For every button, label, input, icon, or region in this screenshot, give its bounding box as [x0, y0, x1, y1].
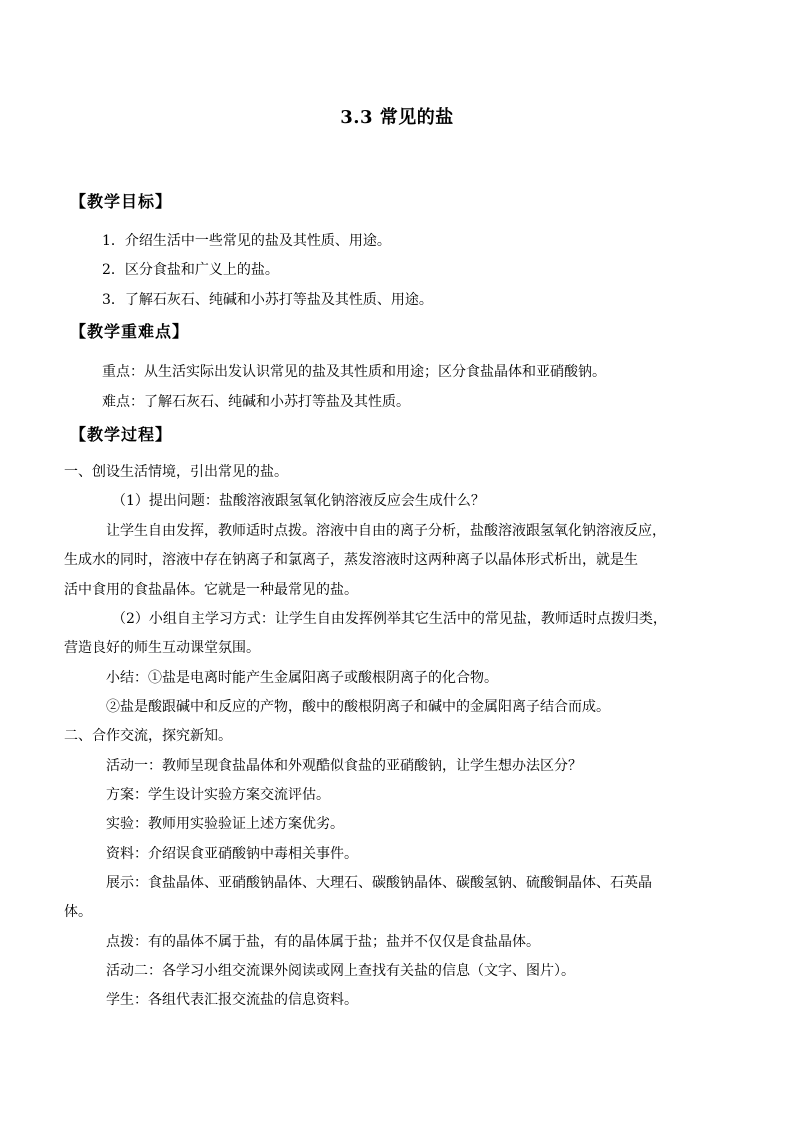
objective-item-1: 1．介绍生活中一些常见的盐及其性质、用途。	[102, 233, 391, 249]
display-line-1: 展示：食盐晶体、亚硝酸钠晶体、大理石、碳酸钠晶体、碳酸氢钠、硫酸铜晶体、石英晶	[106, 875, 652, 891]
process-heading: 【教学过程】	[70, 425, 173, 444]
question-2-line-1: （2）小组自主学习方式：让学生自由发挥例举其它生活中的常见盐，教师适时点拨归类，	[112, 611, 667, 627]
material-text: 资料：介绍误食亚硝酸钠中毒相关事件。	[106, 846, 358, 862]
paragraph-1-line-1: 让学生自由发挥，教师适时点拨。溶液中自由的离子分析，盐酸溶液跟氢氧化钠溶液反应，	[106, 523, 666, 539]
paragraph-1-line-2: 生成水的同时，溶液中存在钠离子和氯离子，蒸发溶液时这两种离子以晶体形式析出，就是生	[64, 552, 638, 568]
guide-text: 点拨：有的晶体不属于盐，有的晶体属于盐；盐并不仅仅是食盐晶体。	[106, 934, 540, 950]
difficulty-text: 难点：了解石灰石、纯碱和小苏打等盐及其性质。	[102, 394, 410, 410]
objective-item-2: 2．区分食盐和广义上的盐。	[102, 262, 279, 278]
display-line-2: 体。	[64, 904, 92, 920]
experiment-text: 实验：教师用实验验证上述方案优劣。	[106, 816, 344, 832]
plan-text: 方案：学生设计实验方案交流评估。	[106, 787, 330, 803]
question-2-line-2: 营造良好的师生互动课堂氛围。	[64, 640, 260, 656]
focus-text: 重点：从生活实际出发认识常见的盐及其性质和用途；区分食盐晶体和亚硝酸钠。	[102, 364, 606, 380]
key-points-heading: 【教学重难点】	[70, 322, 190, 341]
summary-2: ②盐是酸跟碱中和反应的产物，酸中的酸根阴离子和碱中的金属阳离子结合而成。	[106, 699, 610, 715]
objectives-heading: 【教学目标】	[70, 192, 173, 211]
summary-1: 小结：①盐是电离时能产生金属阳离子或酸根阴离子的化合物。	[106, 670, 498, 686]
question-1: （1）提出问题：盐酸溶液跟氢氧化钠溶液反应会生成什么？	[112, 493, 485, 509]
section-2-title: 二、合作交流，探究新知。	[64, 728, 232, 744]
section-1-title: 一、创设生活情境，引出常见的盐。	[64, 464, 288, 480]
students-text: 学生：各组代表汇报交流盐的信息资料。	[106, 992, 358, 1008]
objective-item-3: 3．了解石灰石、纯碱和小苏打等盐及其性质、用途。	[102, 292, 433, 308]
activity-1: 活动一：教师呈现食盐晶体和外观酷似食盐的亚硝酸钠，让学生想办法区分？	[106, 758, 582, 774]
activity-2: 活动二：各学习小组交流课外阅读或网上查找有关盐的信息（文字、图片）。	[106, 963, 575, 979]
paragraph-1-line-3: 活中食用的食盐晶体。它就是一种最常见的盐。	[64, 582, 358, 598]
page-title: 3.3 常见的盐	[340, 107, 454, 128]
